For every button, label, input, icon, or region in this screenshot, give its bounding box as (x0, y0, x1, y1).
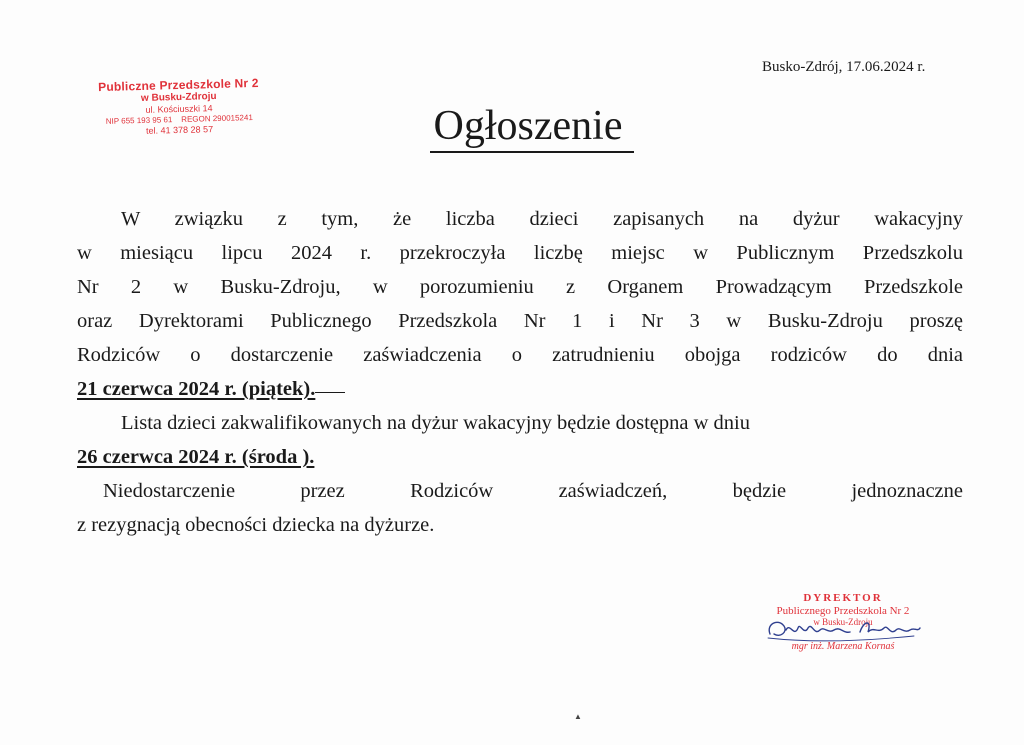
deadline-date: 21 czerwca 2024 r. (piątek). (77, 378, 316, 400)
note-line: Niedostarczenie przez Rodziców zaświadczeń, będzie jednoznaczne (103, 480, 963, 502)
director-title: DYREKTOR (803, 592, 883, 604)
note-line: z rezygnacją obecności dziecka na dyżurze. (77, 514, 435, 536)
document-date: Busko-Zdrój, 17.06.2024 r. (762, 59, 926, 75)
deadline-line (77, 372, 963, 406)
director-name: mgr inż. Marzena Kornaś (791, 641, 895, 652)
body-line: oraz Dyrektorami Publicznego Przedszkola Nr 1 i Nr 3 w Busku-Zdroju proszę (77, 310, 963, 332)
body-line: Rodziców o dostarczenie zaświadczenia o zatrudnieniu obojga rodziców do dnia (77, 344, 963, 366)
director-city: w Busku-Zdroju (813, 617, 873, 627)
stamp-nip-regon: NIP 655 193 95 61 REGON 290015241 (105, 113, 253, 126)
body-line: W związku z tym, że liczba dzieci zapisanych na dyżur wakacyjny (121, 208, 963, 230)
stamp-institution-name: Publiczne Przedszkole Nr 2 (97, 75, 259, 95)
body-line: Nr 2 w Busku-Zdroju, w porozumieniu z Organem Prowadzącym Przedszkole (77, 276, 963, 298)
stamp-address: ul. Kościuszki 14 (145, 103, 213, 115)
stamp-phone: tel. 41 378 28 57 (145, 124, 214, 136)
body-line: w miesiącu lipcu 2024 r. przekroczyła liczbę miejsc w Publicznym Przedszkolu (77, 242, 963, 264)
stamp-city: w Busku-Zdroju (140, 91, 217, 104)
director-institution: Publicznego Przedszkola Nr 2 (776, 605, 910, 617)
title-wrapper (0, 103, 1024, 153)
list-date: 26 czerwca 2024 r. (środa ). (77, 446, 315, 468)
list-date-line (77, 440, 963, 474)
handwritten-signature (764, 612, 924, 646)
announcement-body (77, 202, 963, 542)
underline-extension (315, 392, 345, 393)
scan-mark: ▲ (574, 712, 582, 721)
document-title: Ogłoszenie (430, 103, 635, 153)
list-info-line: Lista dzieci zakwalifikowanych na dyżur wakacyjny będzie dostępna w dniu (121, 412, 751, 434)
